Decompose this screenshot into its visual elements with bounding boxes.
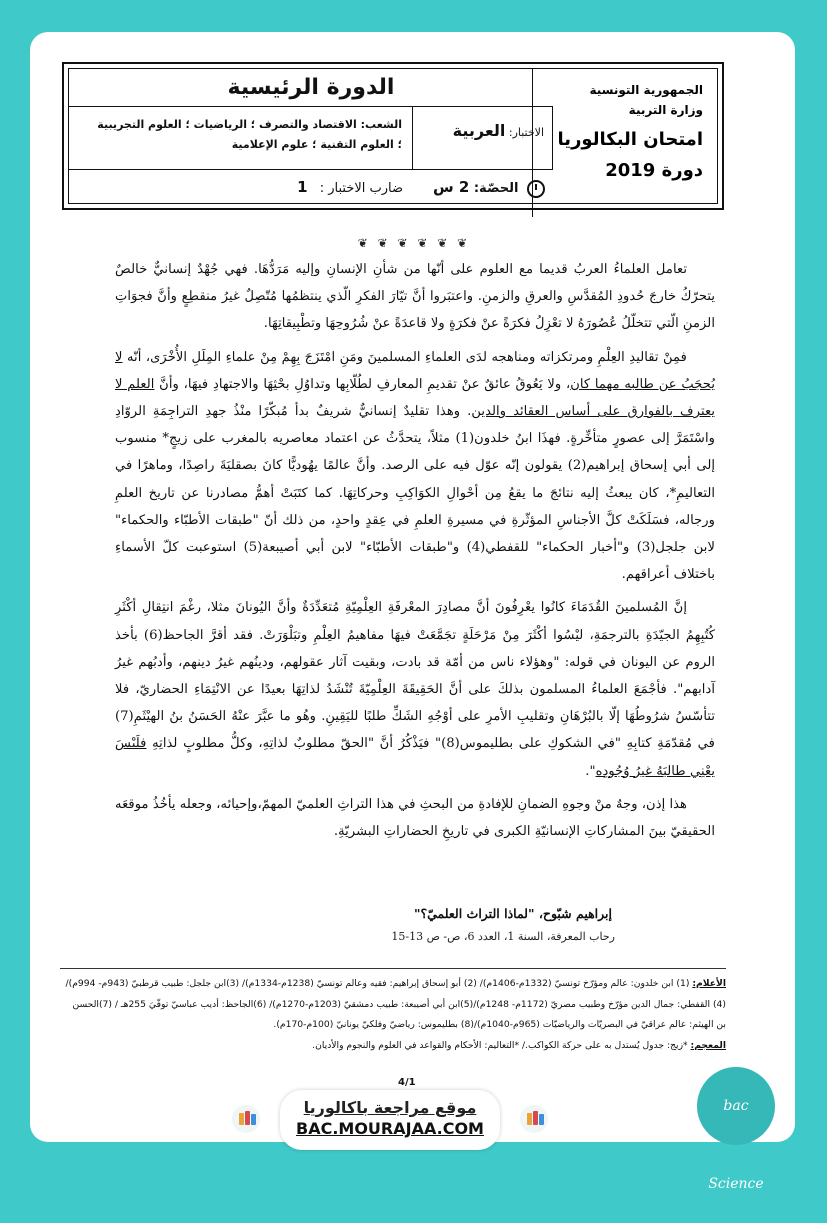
branches-line-2: ؛ العلوم التقنية ؛ علوم الإعلامية: [231, 138, 402, 151]
footnote-divider: [60, 968, 726, 969]
coefficient-label: ضارب الاختبار :: [319, 181, 403, 196]
coefficient-box: [69, 169, 413, 205]
session-year: دورة 2019: [605, 160, 703, 181]
notes-label: الأعلام:: [692, 978, 726, 989]
paragraph-2-part-b: ، ولا يَعُوقُ عائقٌ عنْ تقديمِ المعارفِ لطُلّابِها وتداوُلِ بحْثِهَا والاجتهادِ فيهَا، وأنَّ: [154, 376, 571, 392]
subject-value: العربية: [452, 121, 506, 140]
underlined-phrase-1: لا يُحجَبُ عن طالبه مهما كان: [115, 349, 715, 392]
exam-name: امتحان البكالوريا: [557, 129, 703, 150]
glossary-text: *زيج: جدول يُستدل به على حركة الكواكب./ *التعاليم: الأحكام والقواعد في العلوم والنجوم والأديان.: [312, 1040, 688, 1051]
underlined-phrase-3: فلَيْسَ يعْنِي طالبَهُ غيرُ وُجُودِه: [115, 736, 715, 779]
brand-arabic[interactable]: موقع مراجعة باكالوريا: [303, 1098, 477, 1117]
author-signature: إبراهيم شبّوح، "لماذا التراث العلميّ؟": [413, 906, 612, 921]
paragraph-2-part-a: فمِنْ تقاليدِ العِلْمِ ومرتكزاته ومناهجه لدَى العلماءِ المسلمينَ ومَنِ امْتَزَجَ بِهِمْ مِنْ علماءِ المِلَلِ الأُخْرَى، أنّه: [122, 349, 687, 365]
paragraph-3-part-b: ".: [585, 763, 596, 779]
exam-header: [62, 62, 724, 210]
underlined-phrase-2: العلم لا يعترف بالفوارق على أساس العقائد والدين: [115, 376, 715, 420]
clock-icon: [527, 180, 545, 198]
paragraph-3: [115, 594, 715, 784]
brand-url[interactable]: BAC.MOURAJAA.COM: [296, 1119, 484, 1138]
source-reference: رحاب المعرفة، السنة 1، العدد 6، ص- ص 13-15: [391, 930, 615, 943]
branches-box: [69, 107, 413, 169]
books-icon: [232, 1105, 260, 1133]
ministry-label: وزارة التربية: [628, 103, 703, 117]
paragraph-2-part-c: . وهذا تقليدٌ إنسانيٌّ شريفٌ بدأ مُبكّرًا منْذُ جهدِ التراجِمَةِ الروّادِ واسْتَمَرَّ إلى عصورٍ متأخِّرةٍ. فهذَا ابنُ خلدون(1) مثلاً، يتحدَّثُ عن اعتماد معاصريه بالمغرب على زيجٍ* منسوب إلى أبي إسحاق إبراهيم(2) يقولون إنّه عوّل فيه على الرصد. وأنَّ عالمًا يهُوديًّا كانَ بصقليَةَ راصِدًا، وماهرًا في التعاليمِ*، كان يبعثُ إليه نتائجَ ما يقعُ مِن أحْوالِ الكوَاكِبِ وحركاتِهَا. كما كتَبَتْ أهمُّ مصادرنا عن تاريخ العلمِ ورجاله، فسَلَكَتْ كلَّ الأجناسِ المؤثّرةِ في مسيرةِ العلمِ في عِقدٍ واحدٍ، من ذلك أنّ "طبقات الأطبّاء والحكماء" لابن جلجل(3) و"أخبار الحكماء" للقفطي(4) و"طبقات الأطبّاء" لابن أبي أصيبعة(5) استوعبت كلّ الأسماءِ باختلاف أعراقهم.: [115, 404, 715, 583]
notes-text: (1) ابن خلدون: عالم ومؤرّخ تونسيّ (1332م-1406م)/ (2) أبو إسحاق إبراهيم: فقيه وعالم تونسيّ (1238م-1334م)/ (3)ابن جلجل: طبيب قرطبيّ (943م- 994م)/ (4) القفطي: جمال الدين مؤرّخ وطبيب مصريّ (1172م- 1248م)/(5)ابن أبي أصيبعة: طبيب دمشقيّ (1203م-1270م)/ (6)الجاحظ: أديب عباسيّ توفّيَ 255هـ / (7)الحسن بن الهيثم: عالم عراقيّ في البصريّات والرياضيّات (965م-1040م)/(8) بطليموس: رياضيّ وفلكيّ يونانيّ (100م-170م).: [65, 978, 726, 1030]
article-text: [115, 256, 715, 851]
branches-line-1: الشعب: الاقتصاد والتصرف ؛ الرياضيات ؛ العلوم التجريبية: [97, 118, 402, 131]
subject-box: [413, 107, 553, 169]
duration-label: الحصّة:: [473, 181, 519, 196]
bac-science-badge: bac Science: [697, 1067, 775, 1145]
paragraph-1: تعامل العلماءُ العربُ قديما مع العلوم على أنّها من شأنِ الإنسانِ وإليه مَرَدُّهَا. فهي جُهْدٌ إنسانيٌّ خالصٌ يتحرّكُ خارجَ حُدودِ المُقدَّسِ والعرقِ والزمنِ. واعتبَروا أنَّ تيّارَ الفكرِ الّذي ينتظمُها مُتّصِلٌ غيرُ منقطِعٍ وأنَّ فجوَاتِ الزمنِ الّتي تتخلّلُ عُصُورَهُ لا تعْزِلُ فكرَةً عنْ فكرَةٍ ولا قاعدَةً عنْ شُرُوحِهَا وتطْبِيقاتِهَا.: [115, 262, 715, 332]
paragraph-4: هذا إذن، وجهٌ منْ وجوهِ الضمانِ للإفادةِ من البحثِ في هذا التراثِ العلميّ المهمّ،وإحيائه، وجعله يأخُذُ موقعَه الحقيقيّ بينَ المشاركاتِ الإنسانيّةِ الكبرى في تاريخِ الحضاراتِ البشريّةِ.: [115, 796, 715, 840]
page-number: 4/1: [398, 1077, 416, 1088]
header-institution: [532, 69, 717, 217]
main-session-title: الدورة الرئيسية: [69, 69, 553, 107]
glossary-block: [150, 1038, 726, 1054]
republic-label: الجمهورية التونسية: [589, 83, 703, 97]
glossary-label: المعجم:: [690, 1040, 726, 1051]
paragraph-3-part-a: إنَّ المُسلمينَ القُدَمَاءَ كانُوا يعْرِفُونَ أنَّ مصادِرَ المعْرفَةِ العِلْمِيّةِ مُتعَدِّدَةٌ وأنَّ اليُونانَ مثلا، رغْمَ انتِقالِ أكْثَرِ كُتُبِهِمُ الجيّدَةِ بالترجمَةِ، ليْسُوا أكْثَرَ مِنْ مَرْحَلَةٍ تجَمَّعَتْ فيهَا مفاهيمُ العِلْمِ وتبَلْوَرَتْ. فقد أقرَّ الجاحظ(6) بأخذ الروم عن اليونان في قوله: "وهؤلاء ناس من أمّة قد بادت، وبقيت آثار عقولهم، ودينُهم غيرُ دينهم، وأدبُهم غيرُ آدابهم". فأجْمَعَ العلماءُ المسلمون بذلكَ على أنَّ الحَقِيقَةَ العِلْمِيّةَ تُنْشَدُ لذاتِهَا بعيدًا عن الانْتِمَاءِ الحضاريّ، فلا تتأسّسُ شرُوطُهَا إلّا بالبُرْهَانِ وتقليبِ الأمرِ على أوْجُهِ الشَكِّ طلبًا لليَقِينِ. وهُو ما عبَّرَ عنْهُ الحَسَنُ بنُ الهيْثَمِ(7) في مُقدّمَةِ كتابِهِ "في الشكوكِ على بطليموس(8)" فيَذْكُرُ أنَّ "الحقّ مطلوبٌ لذاتِهِ، وكلُّ مطلوبٍ لذاتِهِ: [115, 600, 715, 752]
subject-label: الاختبار:: [508, 126, 544, 139]
notes-block: [62, 974, 726, 1036]
duration-value: 2 س: [432, 178, 470, 196]
duration-box: [413, 169, 553, 205]
books-icon: [520, 1105, 548, 1133]
paragraph-2: [115, 344, 715, 589]
ornament-divider: ❦ ❦ ❦ ❦ ❦ ❦: [357, 236, 471, 250]
brand-link[interactable]: [280, 1090, 500, 1150]
coefficient-value: 1: [297, 178, 308, 196]
